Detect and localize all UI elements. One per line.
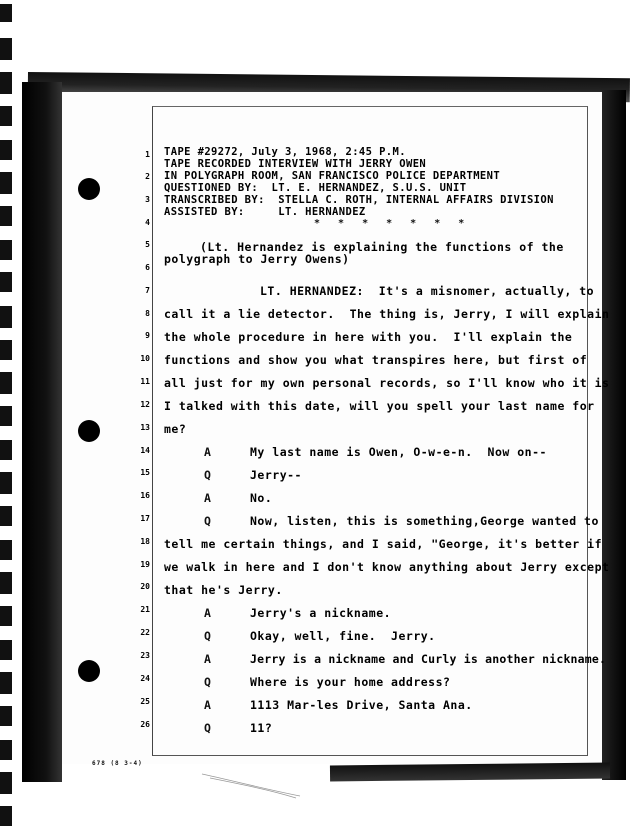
line-number: 3 (145, 195, 150, 204)
line-number: 8 (145, 309, 150, 318)
header-tape-line: TAPE #29272, July 3, 1968, 2:45 P.M. (164, 146, 406, 158)
punch-hole (78, 420, 100, 442)
punch-hole (78, 178, 100, 200)
header-assisted-line: ASSISTED BY: LT. HERNANDEZ (164, 206, 366, 218)
line-number: 7 (145, 286, 150, 295)
speaker-label: A (204, 491, 211, 505)
line-number: 23 (140, 651, 150, 660)
line-number: 11 (140, 377, 150, 386)
line-number: 26 (140, 720, 150, 729)
line-number: 25 (140, 697, 150, 706)
transcript-line: 11? (250, 721, 273, 735)
line-number: 9 (145, 331, 150, 340)
transcript-line: me? (164, 422, 187, 436)
scan-shadow-left (22, 82, 62, 782)
line-number: 14 (140, 446, 150, 455)
transcript-line: No. (250, 491, 273, 505)
transcript-line: that he's Jerry. (164, 583, 283, 597)
line-number: 21 (140, 605, 150, 614)
header-separator: * * * * * * * (314, 218, 471, 229)
transcript-line: Jerry is a nickname and Curly is another nickname. (250, 652, 607, 666)
line-number: 10 (140, 354, 150, 363)
speaker-label: Q (204, 514, 211, 528)
scan-shadow-bottom (330, 763, 610, 782)
line-number: 13 (140, 423, 150, 432)
form-number: 678 (8 3-4) (92, 760, 143, 767)
pen-scribble (200, 770, 310, 800)
header-location-line: IN POLYGRAPH ROOM, SAN FRANCISCO POLICE DEPARTMENT (164, 170, 501, 182)
transcript-line: we walk in here and I don't know anything about Jerry except (164, 560, 610, 574)
line-number: 6 (145, 263, 150, 272)
stage-direction-line: (Lt. Hernandez is explaining the functions of the (200, 240, 564, 254)
binding-strip (0, 0, 14, 828)
line-number: 24 (140, 674, 150, 683)
transcript-line: Jerry-- (250, 468, 302, 482)
line-number: 19 (140, 560, 150, 569)
line-number: 1 (145, 150, 150, 159)
header-questioned-line: QUESTIONED BY: LT. E. HERNANDEZ, S.U.S. UNIT (164, 182, 467, 194)
line-number: 12 (140, 400, 150, 409)
line-number: 22 (140, 628, 150, 637)
line-number: 5 (145, 240, 150, 249)
speaker-label: Q (204, 721, 211, 735)
transcript-line: Jerry's a nickname. (250, 606, 392, 620)
line-number: 18 (140, 537, 150, 546)
line-number: 4 (145, 218, 150, 227)
speaker-label: Q (204, 468, 211, 482)
speaker-label: Q (204, 675, 211, 689)
speaker-label: Q (204, 629, 211, 643)
line-number: 16 (140, 491, 150, 500)
transcript-line: tell me certain things, and I said, "George, it's better if (164, 537, 602, 551)
transcript-line: LT. HERNANDEZ: It's a misnomer, actually, to (260, 284, 595, 298)
transcript-line: Okay, well, fine. Jerry. (250, 629, 436, 643)
header-interview-line: TAPE RECORDED INTERVIEW WITH JERRY OWEN (164, 158, 427, 170)
header-transcribed-line: TRANSCRIBED BY: STELLA C. ROTH, INTERNAL AFFAIRS DIVISION (164, 194, 554, 206)
line-number: 20 (140, 582, 150, 591)
speaker-label: A (204, 445, 211, 459)
transcript-line: I talked with this date, will you spell your last name for (164, 399, 595, 413)
transcript-line: Now, listen, this is something,George wanted to (250, 514, 599, 528)
transcript-line: functions and show you what transpires here, but first of (164, 353, 588, 367)
transcript-line: the whole procedure in here with you. I'll explain the (164, 330, 573, 344)
speaker-label: A (204, 606, 211, 620)
transcript-line: call it a lie detector. The thing is, Jerry, I will explain (164, 307, 610, 321)
transcript-line: 1113 Mar-les Drive, Santa Ana. (250, 698, 473, 712)
speaker-label: A (204, 698, 211, 712)
line-number: 15 (140, 468, 150, 477)
scan-shadow-right (602, 90, 626, 780)
line-number: 17 (140, 514, 150, 523)
transcript-line: Where is your home address? (250, 675, 451, 689)
line-number: 2 (145, 172, 150, 181)
transcript-line: My last name is Owen, O-w-e-n. Now on-- (250, 445, 547, 459)
transcript-line: all just for my own personal records, so I'll know who it is (164, 376, 610, 390)
stage-direction-line: polygraph to Jerry Owens) (164, 252, 350, 266)
speaker-label: A (204, 652, 211, 666)
punch-hole (78, 660, 100, 682)
